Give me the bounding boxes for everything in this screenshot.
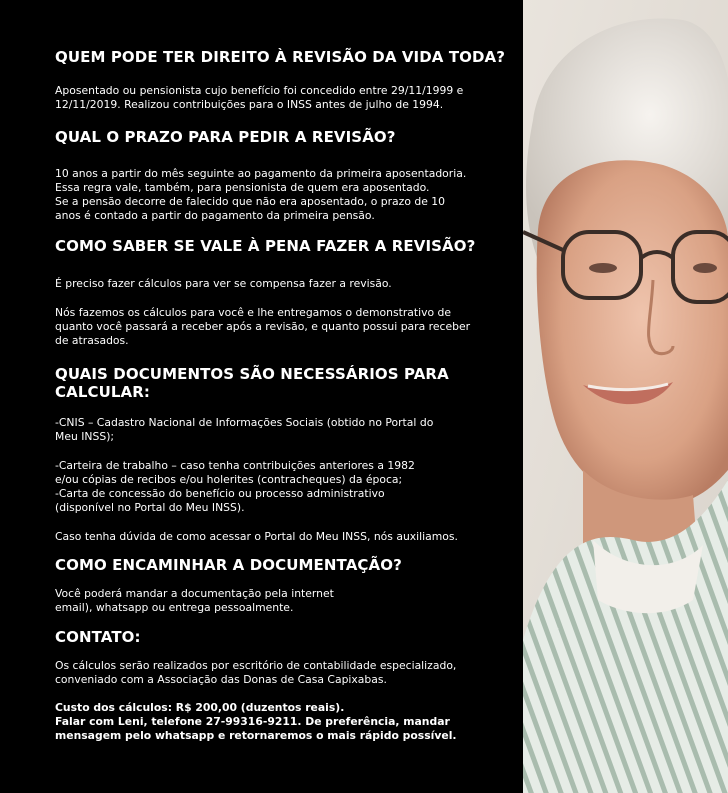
section-title-documents-line-2: CALCULAR:: [55, 383, 150, 401]
section-text-deadline-line-2: Essa regra vale, também, para pensionista de quem era aposentado.: [55, 181, 430, 194]
section-text-who-line-2: 12/11/2019. Realizou contribuições para o INSS antes de julho de 1994.: [55, 98, 444, 111]
section-title-send: COMO ENCAMINHAR A DOCUMENTAÇÃO?: [55, 556, 402, 574]
section-text-documents-line-6: (disponível no Portal do Meu INSS).: [55, 501, 245, 514]
section-text-documents-line-2: Meu INSS);: [55, 430, 115, 443]
section-title-who: QUEM PODE TER DIREITO À REVISÃO DA VIDA TODA?: [55, 48, 506, 66]
section-title-documents-line-1: QUAIS DOCUMENTOS SÃO NECESSÁRIOS PARA: [55, 365, 449, 383]
section-text-contact-line-1: Os cálculos serão realizados por escritório de contabilidade especializado,: [55, 659, 457, 672]
contact-whatsapp: mensagem pelo whatsapp e retornaremos o mais rápido possível.: [55, 729, 457, 742]
section-text-send-line-2: email), whatsapp ou entrega pessoalmente.: [55, 601, 294, 614]
section-text-documents-line-4: e/ou cópias de recibos e/ou holerites (contracheques) da época;: [55, 473, 403, 486]
section-title-worth: COMO SABER SE VALE À PENA FAZER A REVISÃO?: [55, 237, 476, 255]
contact-phone: Falar com Leni, telefone 27-99316-9211. De preferência, mandar: [55, 715, 450, 728]
section-text-deadline-line-3: Se a pensão decorre de falecido que não era aposentado, o prazo de 10: [55, 195, 446, 208]
section-text-documents-line-7: Caso tenha dúvida de como acessar o Portal do Meu INSS, nós auxiliamos.: [55, 530, 458, 543]
section-text-documents-line-3: -Carteira de trabalho – caso tenha contribuições anteriores a 1982: [55, 459, 415, 472]
section-text-deadline-line-4: anos é contado a partir do pagamento da primeira pensão.: [55, 209, 375, 222]
section-text-worth-line-2: Nós fazemos os cálculos para você e lhe entregamos o demonstrativo de: [55, 306, 452, 319]
portrait-illustration: [523, 0, 728, 793]
section-title-contact: CONTATO:: [55, 628, 141, 646]
contact-cost: Custo dos cálculos: R$ 200,00 (duzentos reais).: [55, 701, 345, 714]
section-text-worth-line-4: de atrasados.: [55, 334, 129, 347]
section-text-worth-line-1: É preciso fazer cálculos para ver se compensa fazer a revisão.: [55, 277, 392, 290]
section-text-contact-line-2: conveniado com a Associação das Donas de Casa Capixabas.: [55, 673, 387, 686]
section-text-worth-line-3: quanto você passará a receber após a revisão, e quanto possui para receber: [55, 320, 471, 333]
section-text-deadline-line-1: 10 anos a partir do mês seguinte ao pagamento da primeira aposentadoria.: [55, 167, 467, 180]
section-text-send-line-1: Você poderá mandar a documentação pela internet: [55, 587, 334, 600]
section-text-who-line-1: Aposentado ou pensionista cujo benefício foi concedido entre 29/11/1999 e: [55, 84, 464, 97]
section-text-documents-line-5: -Carta de concessão do benefício ou processo administrativo: [55, 487, 385, 500]
section-title-deadline: QUAL O PRAZO PARA PEDIR A REVISÃO?: [55, 128, 396, 146]
elderly-woman-photo: [523, 0, 728, 793]
section-text-documents-line-1: -CNIS – Cadastro Nacional de Informações Sociais (obtido no Portal do: [55, 416, 434, 429]
